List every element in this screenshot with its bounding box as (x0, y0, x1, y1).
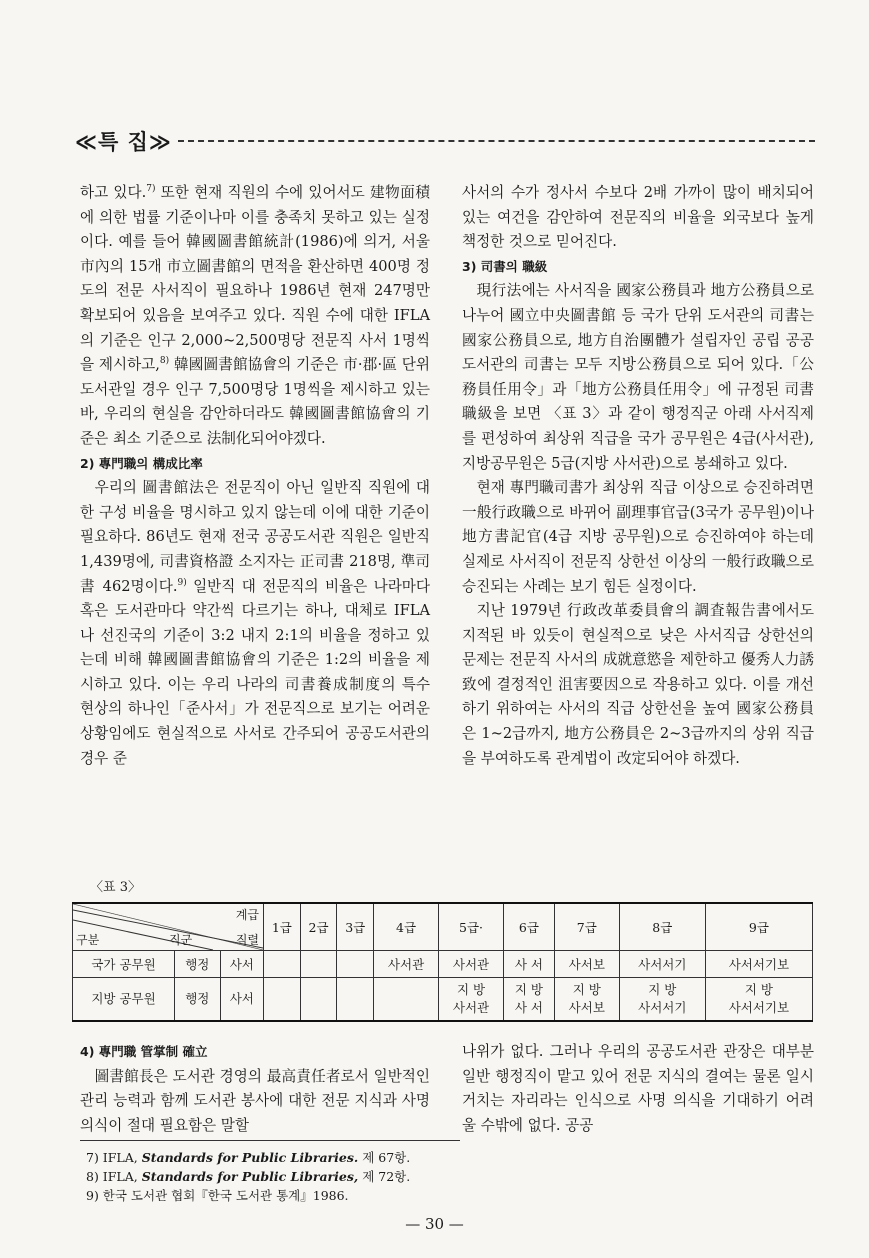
footnote-ref: 7) (146, 184, 156, 195)
paragraph: 지난 1979년 行政改革委員會의 調査報告書에서도 지적된 바 있듯이 현실적으로 낮은 사서직급 상한선의 문제는 전문직 사서의 成就意慾을 제한하고 優秀人力誘致에 결정적인 沮害要因으로 작용하고 있다. 이를 개선하기 위하여는 사서의 직급 상한선을 높여 國家公務員은 1~2급까지, 地方公務員은 2~3급까지의 상위 직급을 부여하도록 관계법이 改定되어야 하겠다. (462, 602, 814, 767)
table-cell (264, 978, 301, 1022)
paragraph: 우리의 圖書館法은 전문직이 아닌 일반직 직원에 대한 구성 비율을 명시하고 있지 않는데 이에 대한 기준이 필요하다. 86년도 현재 전국 공공도서관 직원은 일반직 1,439명에, 司書資格證 소지자는 正司書 218명, 準司書 462명이다.$^{9)}$ 일반직 대 전문직의 비율은 나라마다 혹은 도서관마다 약간씩 다르기는 하나, 대체로 IFLA나 선진국의 기준이 3:2 내지 2:1의 비율을 정하고 있는데 비해 韓國圖書館協會의 기준은 1:2의 비율을 제시하고 있다. 이는 우리 나라의 司書養成制度의 특수 현상의 하나인「준사서」가 전문직으로 보기는 어려운 상황임에도 현실적으로 사서로 간주되어 공공도서관의 경우 준 (80, 479, 430, 767)
table-row (73, 978, 813, 1022)
paragraph: 나위가 없다. 그러나 우리의 공공도서관 관장은 대부분 일반 행정직이 맡고 있어 전문 지식의 결여는 물론 일시 거치는 자리라는 인식으로 사명 의식을 기대하기 어려울 수밖에 없다. 공공 (462, 1043, 814, 1134)
footnote: 9) 한국 도서관 협회『한국 도서관 통계』1986. (86, 1188, 349, 1203)
table-cell (337, 951, 374, 978)
subsection-heading: 3) 司書의 職級 (462, 258, 548, 274)
table-cell: 사서보 (554, 951, 619, 978)
grade-header: 4급 (374, 903, 439, 951)
row-label: 국가 공무원 (73, 951, 175, 978)
table-cell: 지 방 사서서기 (619, 978, 705, 1022)
footnote: 7) IFLA, Standards for Public Libraries. 제 67항. (86, 1150, 411, 1165)
paragraph: 現行法에는 사서직을 國家公務員과 地方公務員으로 나누어 國立中央圖書館 등 국가 단위 도서관의 司書는 國家公務員으로, 地方自治團體가 설립자인 공립 공공 도서관의 司書는 모두 지방公務員으로 되어 있다.「公務員任用令」과「地方公務員任用令」에 규정된 司書職級을 보면 〈표 3〉과 같이 행정직군 아래 사서직제를 편성하여 최상위 직급을 국가 공무원은 4급(사서관), 지방공무원은 5급(지방 사서관)으로 봉쇄하고 있다. (462, 282, 814, 472)
row-group: 행정 (175, 951, 220, 978)
grade-header: 7급 (554, 903, 619, 951)
paragraph: 圖書館長은 도서관 경영의 最高責任者로서 일반적인 관리 능력과 함께 도서관 봉사에 대한 전문 지식과 사명 의식이 절대 필요함은 말할 (80, 1067, 430, 1134)
table-cell: 지 방 사서보 (554, 978, 619, 1022)
table-cell: 사서서기 (619, 951, 705, 978)
table-cell: 사서서기보 (705, 951, 812, 978)
row-series: 사서 (220, 951, 263, 978)
footnote-ref: 8) (159, 356, 170, 367)
right-column-bottom (462, 1040, 814, 1138)
corner-label-division: 구분 (76, 933, 100, 947)
corner-diagonal-lines (73, 904, 263, 950)
row-label: 지방 공무원 (73, 978, 175, 1022)
left-column-top (80, 181, 430, 771)
footnote-ref: 9) (177, 577, 187, 588)
paragraph: 사서의 수가 정사서 수보다 2배 가까이 많이 배치되어 있는 여건을 감안하여 전문직의 비율을 외국보다 높게 책정한 것으로 믿어진다. (462, 184, 814, 251)
page-number: — 30 — (405, 1215, 464, 1233)
row-series: 사서 (220, 978, 263, 1022)
grade-table (72, 902, 813, 1022)
table-cell: 지 방 사 서 (504, 978, 555, 1022)
table-cell: 지 방 사서관 (439, 978, 504, 1022)
grade-header: 6급 (504, 903, 555, 951)
subsection-heading: 4) 專門職 管掌制 確立 (80, 1044, 208, 1059)
section-title: ≪특 집≫ (75, 130, 172, 154)
right-column-top (462, 181, 814, 771)
grade-header: 5급· (439, 903, 504, 951)
grade-header: 1급 (264, 903, 301, 951)
table-caption: 〈표 3〉 (90, 880, 141, 895)
table-cell (264, 951, 301, 978)
left-column-bottom (80, 1040, 430, 1138)
table-cell (374, 978, 439, 1022)
table-cell (300, 978, 337, 1022)
footnote: 8) IFLA, Standards for Public Libraries, 제 72항. (86, 1169, 411, 1184)
header-dashed-rule (178, 140, 815, 142)
grade-header: 3급 (337, 903, 374, 951)
row-group: 행정 (175, 978, 220, 1022)
section-header (75, 128, 815, 154)
corner-label-group: 직군 (169, 933, 193, 947)
corner-label-series: 직렬 (235, 933, 259, 947)
table-cell: 사 서 (504, 951, 555, 978)
paragraph: 하고 있다.$^{7)}$ 또한 현재 직원의 수에 있어서도 建物面積에 의한 법률 기준이나마 이를 충족치 못하고 있는 실정이다. 예를 들어 韓國圖書館統計(1986)에 의거, 서울 市內의 15개 市立圖書館의 면적을 환산하면 400명 정도의 전문 사서직이 필요하나 1986년 현재 247명만 확보되어 있음을 보여주고 있다. 직원 수에 대한 IFLA의 기준은 인구 2,000~2,500명당 전문직 사서 1명씩을 제시하고,$^{8)}$ 韓國圖書館協會의 기준은 市·郡·區 단위 도서관일 경우 인구 7,500명당 1명씩을 제시하고 있는바, 우리의 현실을 감안하더라도 韓國圖書館協會의 기준은 최소 기준으로 法制化되어야겠다. (80, 184, 430, 447)
table-cell (300, 951, 337, 978)
table-cell: 사서관 (439, 951, 504, 978)
table-cell (337, 978, 374, 1022)
corner-label-grade: 계급 (235, 908, 259, 922)
table-cell: 지 방 사서서기보 (705, 978, 812, 1022)
table-header-row (73, 903, 813, 951)
grade-header: 2급 (300, 903, 337, 951)
table-row (73, 951, 813, 978)
subsection-heading: 2) 專門職의 構成比率 (80, 455, 203, 471)
footnotes (86, 1148, 410, 1205)
table-corner-cell (73, 903, 264, 951)
grade-header: 9급 (705, 903, 812, 951)
paragraph: 현재 專門職司書가 최상위 직급 이상으로 승진하려면 一般行政職으로 바뀌어 副理事官급(3국가 공무원)이나 地方書記官(4급 지방 공무원)으로 승진하여야 하는데 실제로 사서직이 전문직 상한선 이상의 一般行政職으로 승진되는 사례는 보기 힘든 실정이다. (462, 479, 814, 595)
grade-header: 8급 (619, 903, 705, 951)
table-cell: 사서관 (374, 951, 439, 978)
footnote-rule (80, 1140, 460, 1141)
